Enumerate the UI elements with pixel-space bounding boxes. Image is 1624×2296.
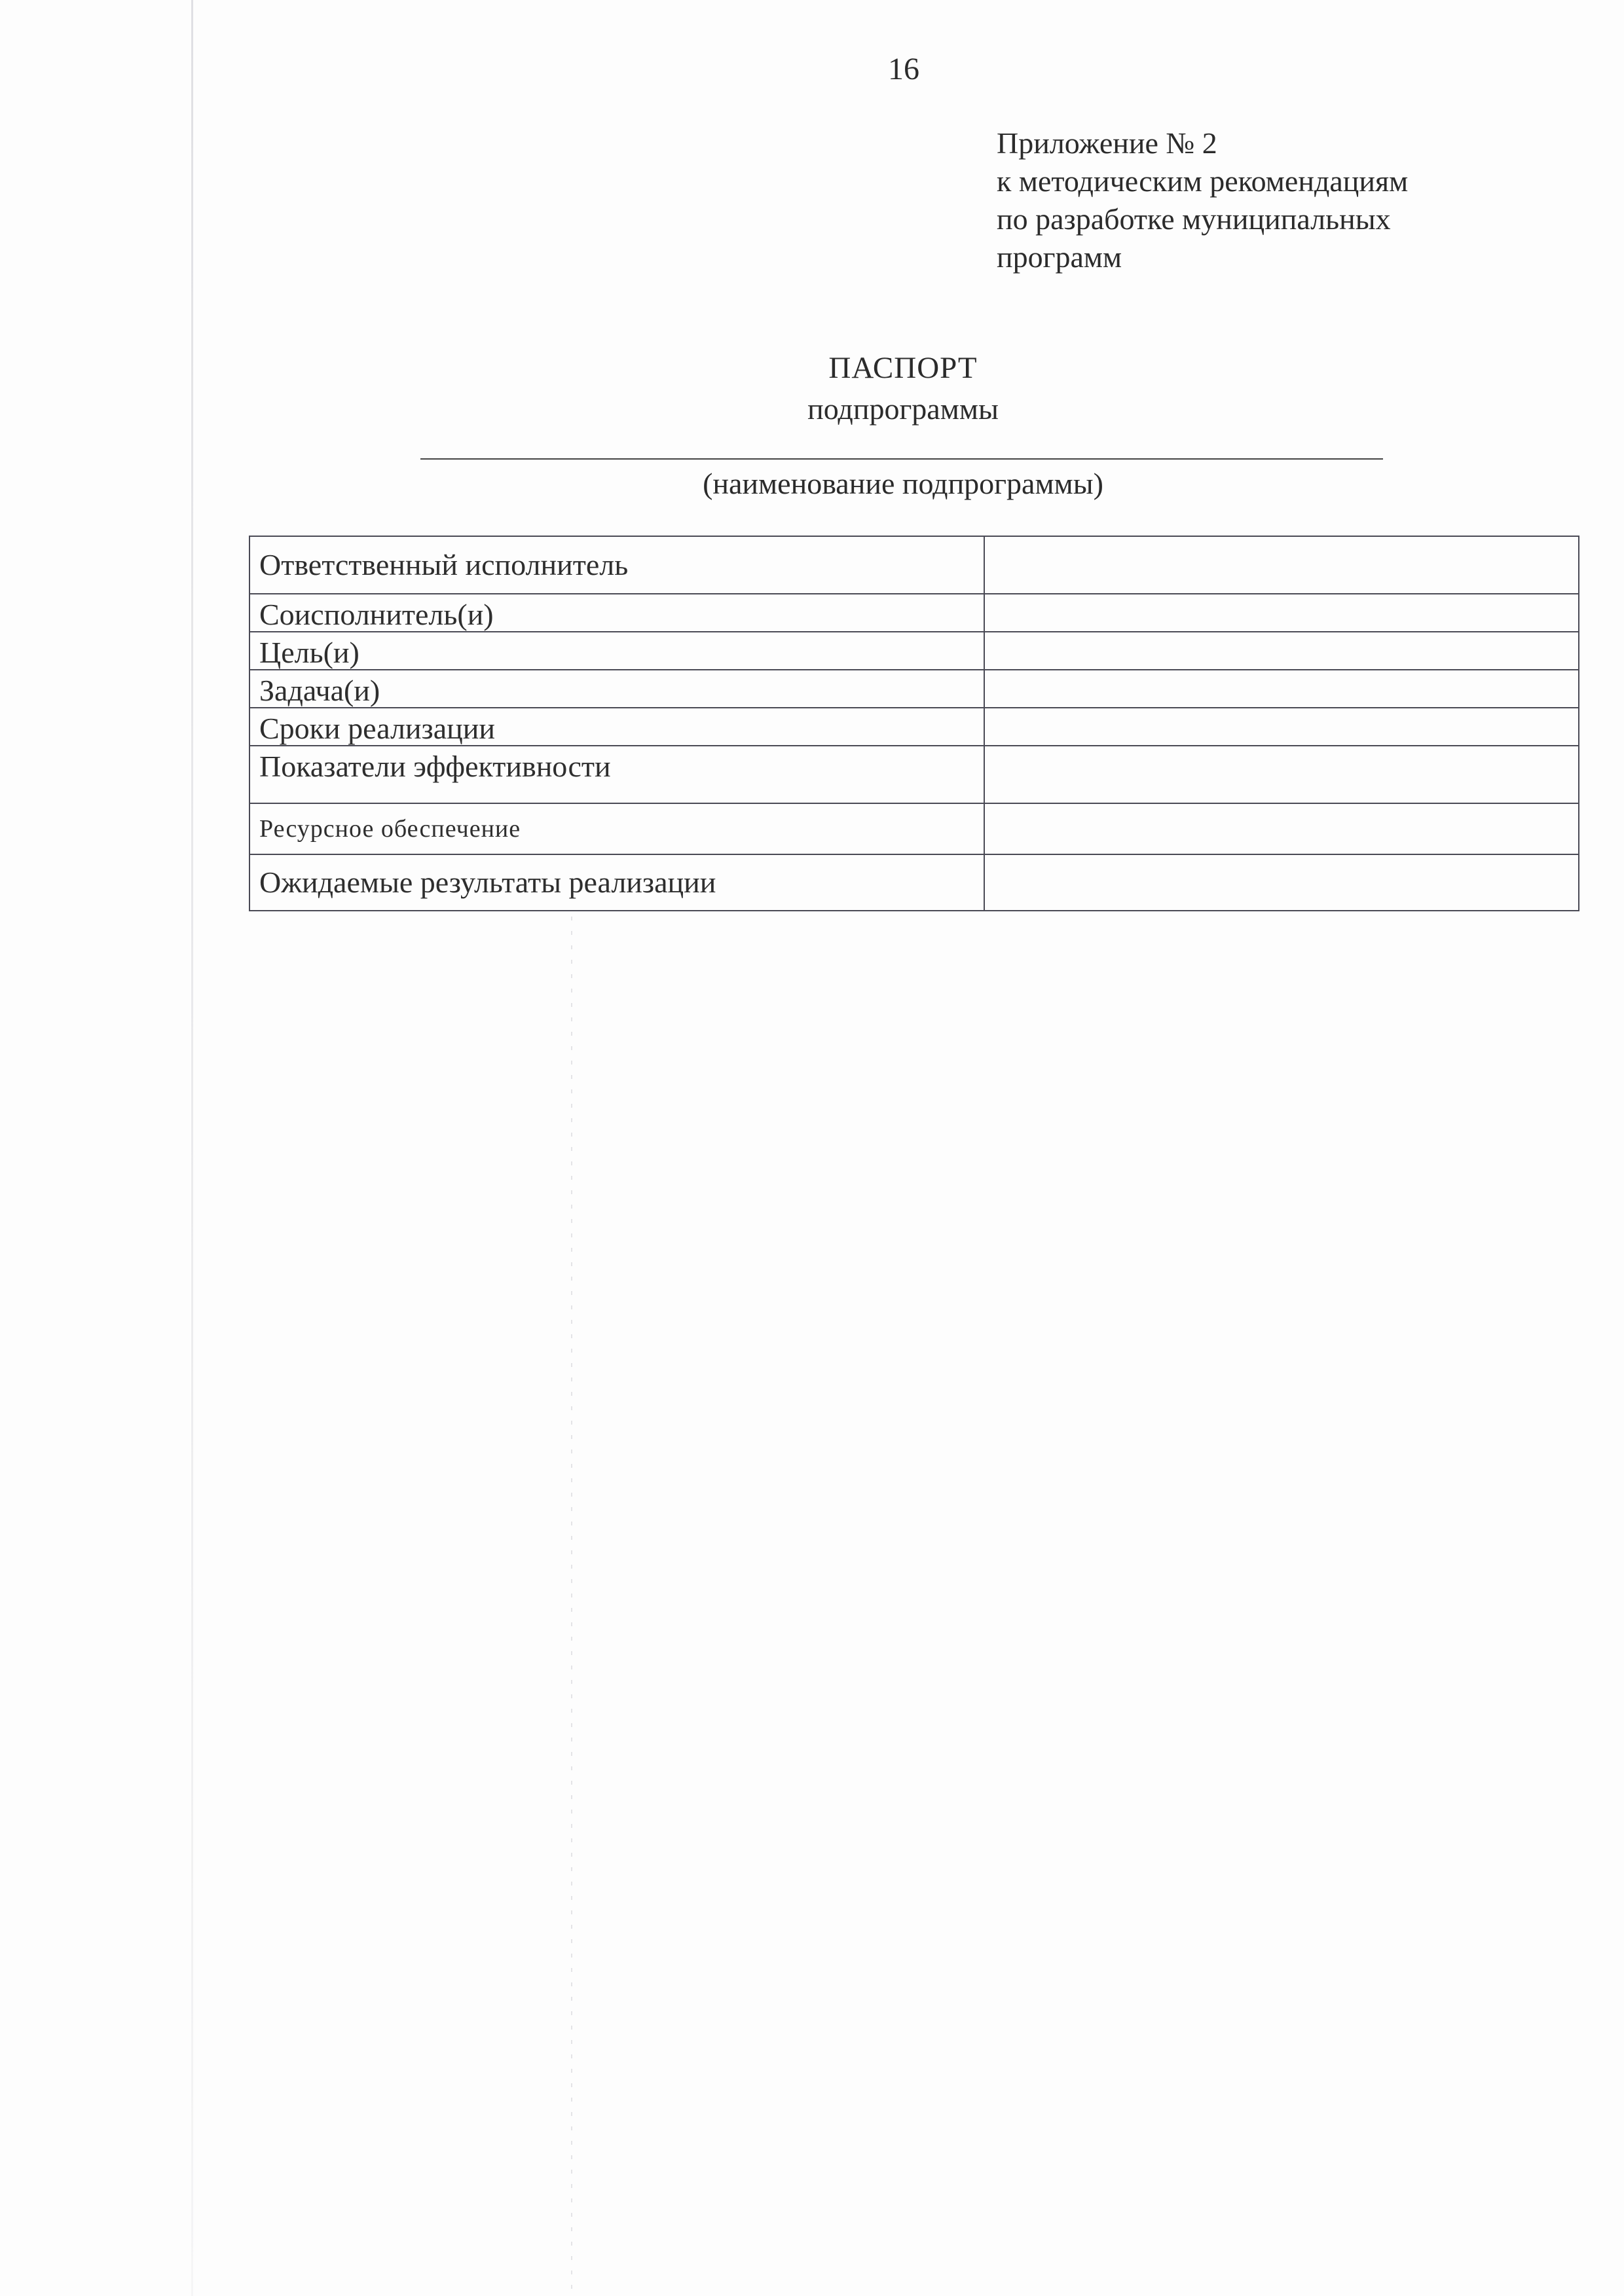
table-row [249,854,1579,911]
appendix-line-3: по разработке муниципальных [997,202,1391,236]
row-value-performance-indicators [984,746,1579,803]
appendix-line-2: к методическим рекомендациям [997,164,1409,198]
table-row [249,708,1579,746]
table-row [249,536,1579,594]
row-label-expected-results: Ожидаемые результаты реализации [249,854,984,911]
table-row [249,746,1579,803]
row-value-implementation-period [984,708,1579,746]
row-label-resource-support: Ресурсное обеспечение [249,803,984,854]
appendix-line-4: программ [997,240,1122,274]
row-label-co-executors: Соисполнитель(и) [249,594,984,632]
scan-fold-line [571,917,572,2291]
table-row [249,803,1579,854]
page-number: 16 [888,52,919,86]
row-value-expected-results [984,854,1579,911]
row-label-performance-indicators: Показатели эффективности [249,746,984,803]
row-value-co-executors [984,594,1579,632]
table-row [249,632,1579,670]
document-subtitle: подпрограммы [807,392,999,426]
row-value-goals [984,632,1579,670]
scan-binding-edge [191,0,193,2296]
appendix-line-1: Приложение № 2 [997,126,1217,160]
passport-table [249,536,1579,911]
table-row [249,594,1579,632]
row-value-tasks [984,670,1579,708]
row-value-responsible-executor [984,536,1579,594]
row-label-implementation-period: Сроки реализации [249,708,984,746]
subprogram-name-blank-line [420,458,1383,460]
document-title: ПАСПОРТ [828,351,978,385]
table-row [249,670,1579,708]
row-label-goals: Цель(и) [249,632,984,670]
appendix-note [997,124,1408,276]
row-value-resource-support [984,803,1579,854]
subprogram-name-caption: (наименование подпрограммы) [703,467,1103,500]
row-label-responsible-executor: Ответственный исполнитель [249,536,984,594]
row-label-tasks: Задача(и) [249,670,984,708]
